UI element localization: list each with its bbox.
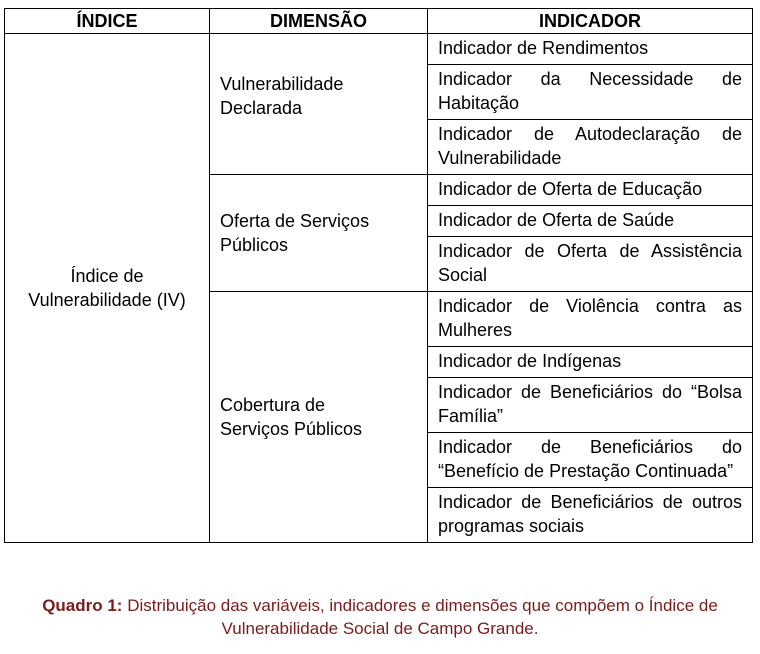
caption-label: Quadro 1: bbox=[42, 596, 123, 615]
header-indicador: INDICADOR bbox=[428, 9, 753, 34]
indicator-cell: Indicador de Autodeclaração de Vulnerabilidade bbox=[428, 120, 753, 175]
indice-line1: Índice de bbox=[70, 266, 144, 286]
header-dimensao: DIMENSÃO bbox=[210, 9, 428, 34]
table-row bbox=[5, 34, 753, 65]
dimension-cell-vulnerabilidade bbox=[210, 34, 428, 175]
indicator-cell: Indicador de Beneficiários do “Benefício de Prestação Continuada” bbox=[428, 433, 753, 488]
dimension-line2: Serviços Públicos bbox=[220, 419, 363, 439]
header-indice: ÍNDICE bbox=[5, 9, 210, 34]
indicator-cell: Indicador de Violência contra as Mulheres bbox=[428, 292, 753, 347]
indicator-cell: Indicador de Oferta de Saúde bbox=[428, 206, 753, 237]
indicator-cell: Indicador de Oferta de Educação bbox=[428, 175, 753, 206]
dimension-cell-cobertura bbox=[210, 292, 428, 543]
indicator-cell: Indicador de Rendimentos bbox=[428, 34, 753, 65]
indice-line2: Vulnerabilidade (IV) bbox=[28, 290, 186, 310]
dimension-line1: Vulnerabilidade bbox=[220, 74, 344, 94]
dimension-line1: Oferta de Serviços bbox=[220, 211, 370, 231]
indicator-cell: Indicador da Necessidade de Habitação bbox=[428, 65, 753, 120]
indicator-cell: Indicador de Oferta de Assistência Social bbox=[428, 237, 753, 292]
dimension-line2: Públicos bbox=[220, 235, 289, 255]
indicator-cell: Indicador de Beneficiários de outros programas sociais bbox=[428, 488, 753, 543]
dimension-line1: Cobertura de bbox=[220, 395, 326, 415]
dimension-cell-oferta bbox=[210, 175, 428, 292]
indice-cell bbox=[5, 34, 210, 543]
indicator-table bbox=[4, 8, 753, 543]
table-caption bbox=[0, 594, 760, 640]
caption-text: Distribuição das variáveis, indicadores e dimensões que compõem o Índice de Vulnerabilidade Social de Campo Grande. bbox=[122, 596, 718, 638]
indicator-cell: Indicador de Beneficiários do “Bolsa Família” bbox=[428, 378, 753, 433]
dimension-line2: Declarada bbox=[220, 98, 303, 118]
indicator-cell: Indicador de Indígenas bbox=[428, 347, 753, 378]
header-row bbox=[5, 9, 753, 34]
